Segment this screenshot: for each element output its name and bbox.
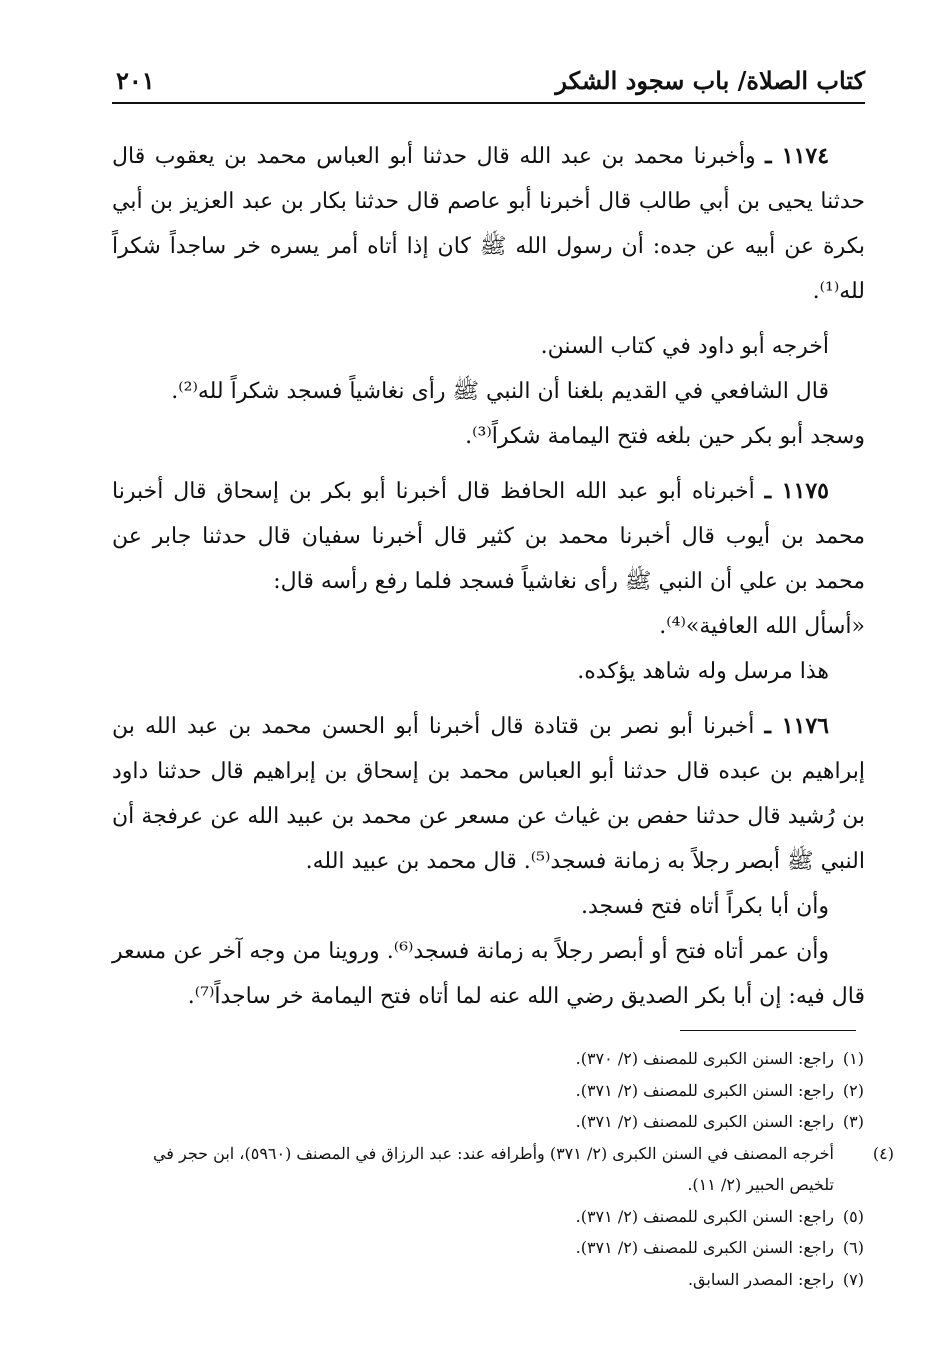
chapter-title: كتاب الصلاة/ باب سجود الشكر bbox=[555, 66, 865, 95]
footnote bbox=[116, 1201, 864, 1233]
footnote-number: (٦) bbox=[842, 1238, 864, 1257]
hadith-number: ١١٧٦ ـ bbox=[764, 713, 829, 739]
footnote bbox=[116, 1264, 864, 1296]
hadith-text: وأخبرنا محمد بن عبد الله قال حدثنا أبو العباس محمد بن يعقوب قال حدثنا يحيى بن أبي طالب قال أخبرنا أبو عاصم قال حدثنا بكار بن عبد العزيز بن أبي بكرة عن أبيه عن جده: أن رسول الله ﷺ كان إذا أتاه أمر يسره خر ساجداً شكراً لله⁽¹⁾. bbox=[112, 144, 865, 304]
main-text bbox=[112, 134, 865, 1019]
footnote-number: (٥) bbox=[842, 1206, 864, 1226]
paragraph: وأن عمر أتاه فتح أو أبصر رجلاً به زمانة فسجد⁽⁶⁾. وروينا من وجه آخر عن مسعر قال فيه: إن أبا بكر الصديق رضي الله عنه لما أتاه فتح اليمامة خر ساجداً⁽⁷⁾. bbox=[112, 939, 865, 1009]
footnote-text: راجع: السنن الكبرى للمصنف (٢/ ٣٧١). bbox=[575, 1112, 834, 1131]
footnote-number: (٤) bbox=[872, 1143, 894, 1163]
footnote bbox=[116, 1075, 864, 1107]
paragraph: وسجد أبو بكر حين بلغه فتح اليمامة شكراً⁽³⁾. bbox=[465, 424, 865, 449]
hadith-text: أخبرنا أبو نصر بن قتادة قال أخبرنا أبو الحسن محمد بن عبد الله بن إبراهيم بن عبده قال حدثنا أبو العباس محمد بن إسحاق بن إبراهيم قال حدثنا داود بن رُشيد قال حدثنا حفص بن غياث عن مسعر عن محمد بن عبيد الله عن عرفجة أن النبي ﷺ أبصر رجلاً به زمانة فسجد⁽⁵⁾. قال محمد بن عبيد الله. bbox=[112, 714, 865, 874]
paragraph: قال الشافعي في القديم بلغنا أن النبي ﷺ رأى نغاشياً فسجد شكراً لله⁽²⁾. bbox=[171, 379, 829, 404]
footnote-number: (٣) bbox=[842, 1112, 864, 1131]
footnote-text: راجع: المصدر السابق. bbox=[687, 1269, 834, 1289]
footnote-text: راجع: السنن الكبرى للمصنف (٢/ ٣٧١). bbox=[575, 1238, 834, 1257]
footnote-text: راجع: السنن الكبرى للمصنف (٢/ ٣٧٠). bbox=[575, 1049, 834, 1068]
hadith-number: ١١٧٥ ـ bbox=[764, 478, 829, 504]
footnotes bbox=[116, 1043, 894, 1295]
paragraph: وأن أبا بكراً أتاه فتح فسجد. bbox=[580, 894, 829, 919]
running-header bbox=[112, 66, 865, 104]
footnote-separator bbox=[680, 1030, 856, 1031]
paragraph: أخرجه أبو داود في كتاب السنن. bbox=[540, 334, 829, 359]
paragraph: هذا مرسل وله شاهد يؤكده. bbox=[577, 659, 829, 684]
footnote-number: (٧) bbox=[842, 1269, 864, 1289]
footnote bbox=[116, 1106, 864, 1138]
quote: «أسأل الله العافية»⁽⁴⁾. bbox=[659, 614, 865, 639]
hadith-1174 bbox=[112, 134, 865, 314]
footnote-text: راجع: السنن الكبرى للمصنف (٢/ ٣٧١). bbox=[575, 1206, 834, 1226]
footnote-number: (١) bbox=[842, 1049, 864, 1068]
footnote-text: أخرجه المصنف في السنن الكبرى (٢/ ٣٧١) وأطرافه عند: عبد الرزاق في المصنف (٥٩٦٠)، ابن حجر في تلخيص الحبير (٢/ ١١). bbox=[152, 1143, 834, 1194]
hadith-1176 bbox=[112, 704, 865, 884]
hadith-1175 bbox=[112, 469, 865, 604]
footnote bbox=[116, 1043, 864, 1075]
footnote-number: (٢) bbox=[842, 1080, 864, 1100]
footnote bbox=[116, 1138, 894, 1201]
footnote-text: راجع: السنن الكبرى للمصنف (٢/ ٣٧١). bbox=[575, 1080, 834, 1100]
footnote bbox=[116, 1232, 864, 1264]
page-number: ٢٠١ bbox=[116, 66, 155, 95]
hadith-number: ١١٧٤ ـ bbox=[765, 143, 830, 169]
hadith-text: أخبرناه أبو عبد الله الحافظ قال أخبرنا أبو بكر بن إسحاق قال أخبرنا محمد بن أيوب قال أخبرنا محمد بن كثير قال أخبرنا سفيان قال حدثنا جابر عن محمد بن علي أن النبي ﷺ رأى نغاشياً فسجد فلما رفع رأسه قال: bbox=[112, 479, 865, 594]
